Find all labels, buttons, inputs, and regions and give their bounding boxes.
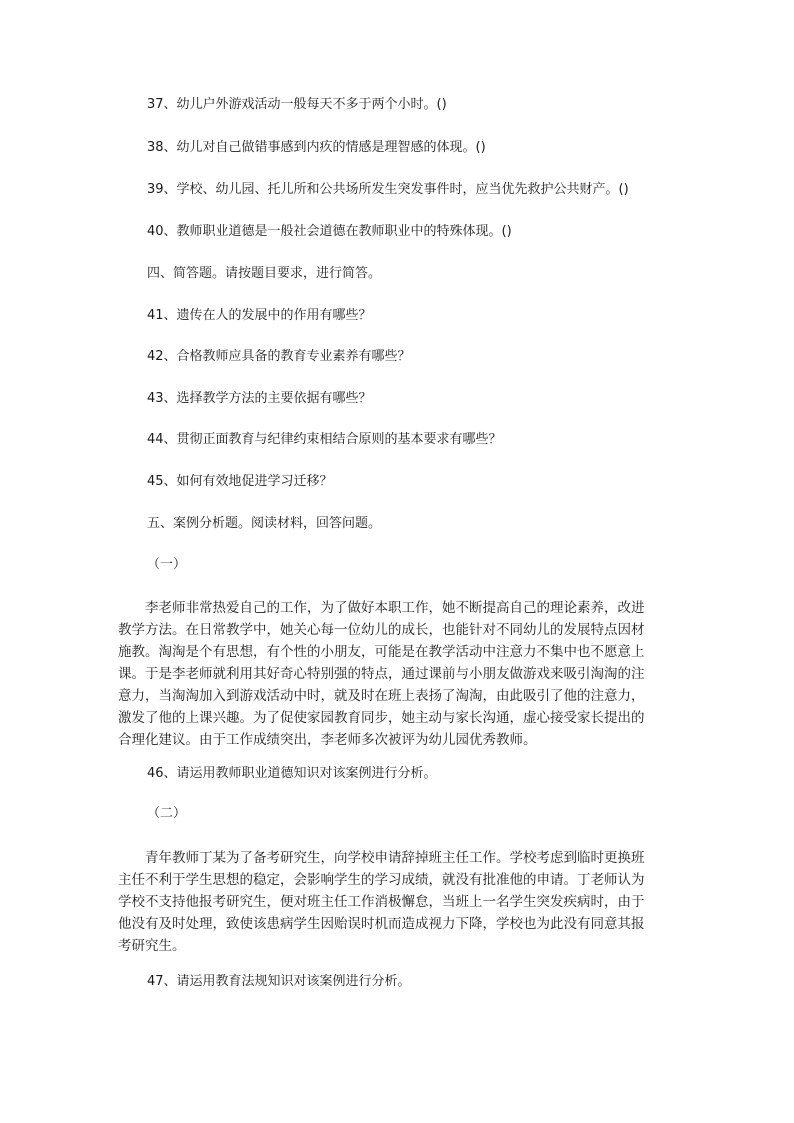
case-2-line: 青年教师丁某为了备考研究生，向学校申请辞掉班主任工作。学校考虑到临时更换班: [145, 850, 645, 866]
question-46: 46、请运用教师职业道德知识对该案例进行分析。: [147, 766, 437, 781]
question-44: 44、贯彻正面教育与纪律约束相结合原则的基本要求有哪些？: [147, 432, 502, 447]
question-40: 40、教师职业道德是一般社会道德在教师职业中的特殊体现。(): [147, 224, 512, 239]
question-41: 41、遗传在人的发展中的作用有哪些？: [147, 308, 372, 323]
case-2-line: 考研究生。: [118, 938, 186, 954]
case-2-label: （二）: [147, 806, 187, 821]
case-1-line: 课。于是李老师就利用其好奇心特别强的特点，通过课前与小朋友做游戏来吸引淘淘的注: [118, 666, 645, 682]
case-2-paragraph: [118, 847, 696, 957]
case-2-line: 他没有及时处理，致使该患病学生因贻误时机而造成视力下降，学校也为此没有同意其报: [118, 916, 645, 932]
case-1-line: 李老师非常热爱自己的工作，为了做好本职工作，她不断提高自己的理论素养，改进: [145, 600, 645, 616]
case-1-line: 教学方法。在日常教学中，她关心每一位幼儿的成长，也能针对不同幼儿的发展特点因材: [118, 622, 645, 638]
case-1-line: 意力，当淘淘加入到游戏活动中时，就及时在班上表扬了淘淘，由此吸引了他的注意力，: [118, 688, 645, 704]
case-1-line: 合理化建议。由于工作成绩突出，李老师多次被评为幼儿园优秀教师。: [118, 732, 537, 748]
case-1-label: （一）: [147, 557, 187, 572]
question-39: 39、学校、幼儿园、托儿所和公共场所发生突发事件时，应当优先救护公共财产。(): [147, 182, 629, 197]
question-42: 42、合格教师应具备的教育专业素养有哪些？: [147, 349, 411, 364]
question-37: 37、幼儿户外游戏活动一般每天不多于两个小时。(): [147, 97, 447, 112]
question-38: 38、幼儿对自己做错事感到内疚的情感是理智感的体现。(): [147, 140, 486, 155]
question-43: 43、选择教学方法的主要依据有哪些？: [147, 391, 372, 406]
section-4-heading: 四、简答题。请按题目要求，进行简答。: [147, 266, 382, 281]
section-5-heading: 五、案例分析题。阅读材料，回答问题。: [147, 516, 382, 531]
case-1-line: 施教。淘淘是个有思想，有个性的小朋友，可能是在教学活动中注意力不集中也不愿意上: [118, 644, 645, 660]
case-2-line: 学校不支持他报考研究生，便对班主任工作消极懈怠，当班上一名学生突发疾病时，由于: [118, 894, 645, 910]
case-1-line: 激发了他的上课兴趣。为了促使家园教育同步，她主动与家长沟通，虚心接受家长提出的: [118, 710, 645, 726]
question-45: 45、如何有效地促进学习迁移？: [147, 474, 333, 489]
question-47: 47、请运用教育法规知识对该案例进行分析。: [147, 974, 411, 989]
case-1-paragraph: [118, 597, 696, 751]
case-2-line: 主任不利于学生思想的稳定，会影响学生的学习成绩，就没有批准他的申请。丁老师认为: [118, 872, 645, 888]
